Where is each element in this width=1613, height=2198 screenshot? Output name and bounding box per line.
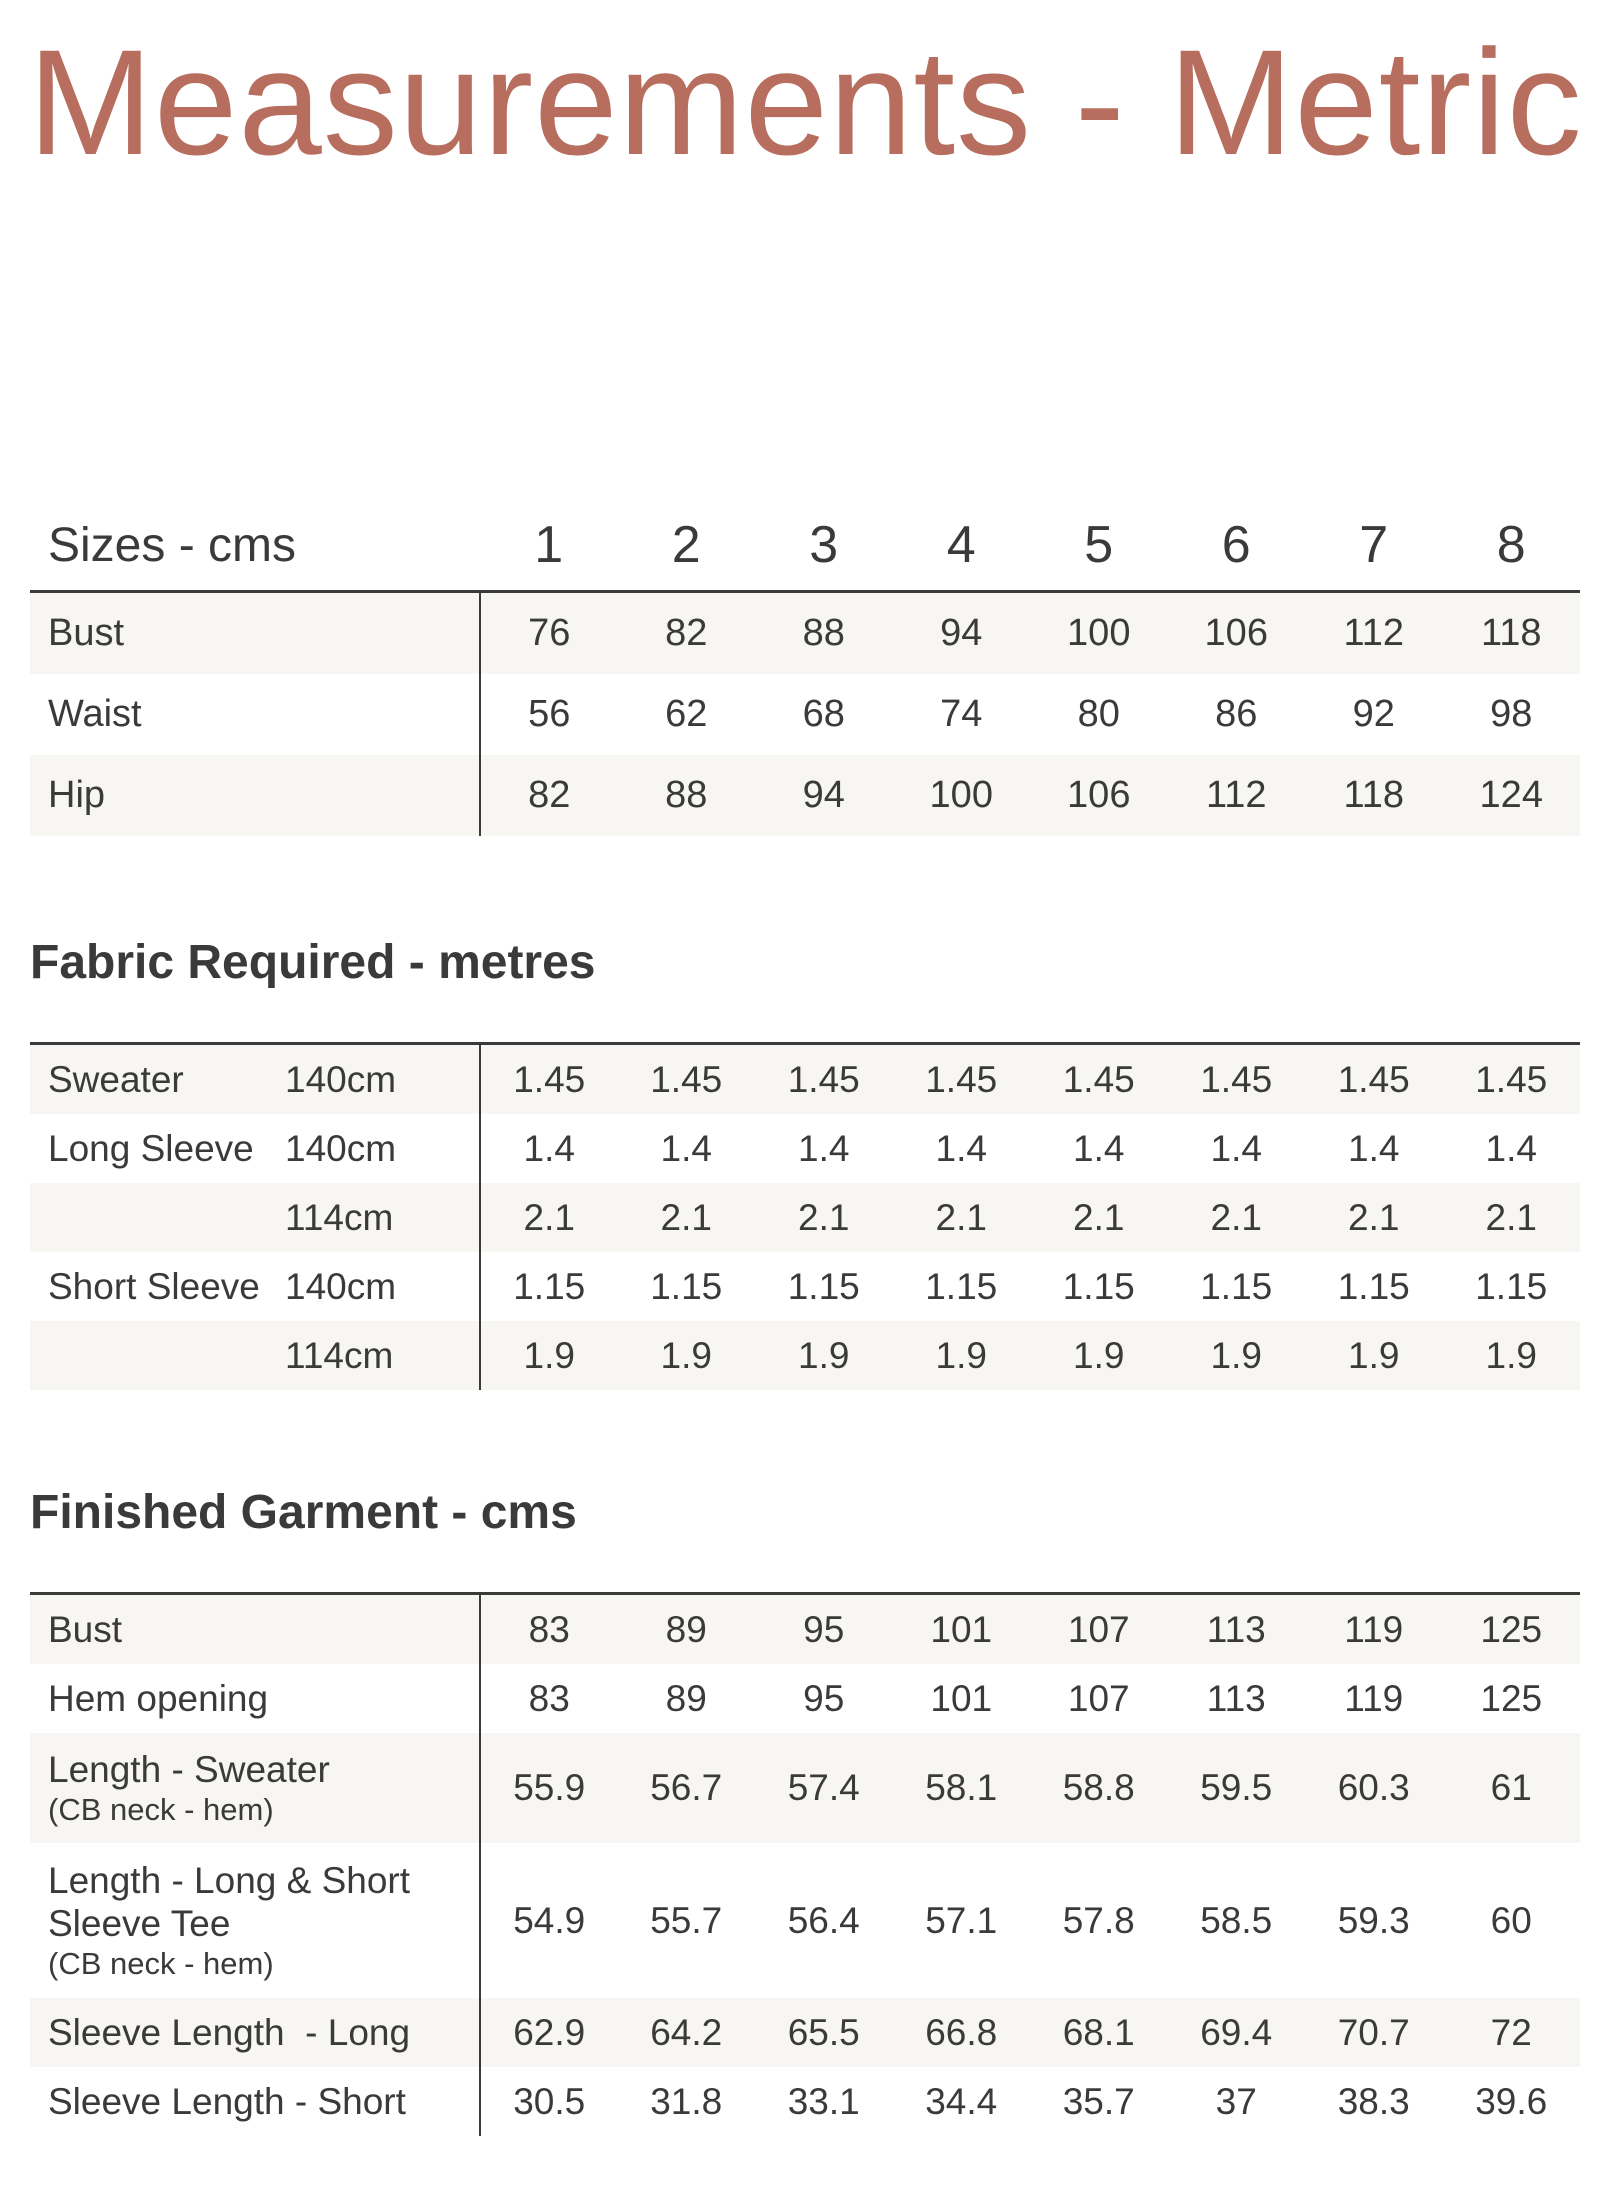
table-cell: 1.45: [1443, 1044, 1581, 1115]
table-cell: 80: [1077, 693, 1120, 735]
table-cell: 1.15: [787, 1265, 860, 1307]
table-cell: 1.9: [1443, 1321, 1581, 1390]
table-cell: 94: [755, 755, 893, 836]
row-label: Long Sleeve: [48, 1127, 254, 1169]
table-cell: 89: [618, 1594, 756, 1665]
table-cell: 1.15: [1200, 1265, 1273, 1307]
table-cell: 33.1: [787, 2080, 860, 2122]
table-cell: 1.9: [618, 1321, 756, 1390]
table-cell: 2.1: [1305, 1183, 1443, 1252]
table-cell: 125: [1480, 1677, 1543, 1719]
size-column-header: 3: [755, 500, 893, 592]
table-cell: 2.1: [480, 1183, 618, 1252]
row-label: Hem opening: [30, 1664, 480, 1733]
table-cell: 62: [665, 693, 708, 735]
row-label-main: Length - Sweater: [48, 1748, 330, 1790]
fabric-width: 140cm: [285, 1044, 480, 1115]
row-label: [30, 1733, 480, 1843]
table-cell: 38.3: [1337, 2080, 1410, 2122]
table-cell: 1.9: [1305, 1321, 1443, 1390]
table-cell: 118: [1443, 592, 1581, 675]
sizes-header-row: [30, 500, 1580, 592]
row-label: Hip: [30, 755, 480, 836]
size-column-header: 6: [1168, 500, 1306, 592]
table-cell: 56: [528, 693, 571, 735]
table-cell: 1.4: [1485, 1127, 1537, 1169]
table-cell: 94: [893, 592, 1031, 675]
size-column-header: 5: [1030, 500, 1168, 592]
table-cell: 76: [480, 592, 618, 675]
row-label: Sweater: [30, 1044, 285, 1115]
table-cell: 59.5: [1168, 1733, 1306, 1843]
table-cell: 100: [893, 755, 1031, 836]
table-cell: 83: [528, 1677, 570, 1719]
table-cell: 1.9: [1168, 1321, 1306, 1390]
table-cell: 1.15: [925, 1265, 998, 1307]
table-cell: 1.4: [1348, 1127, 1400, 1169]
table-row: [30, 1733, 1580, 1843]
row-label: Waist: [30, 674, 480, 755]
table-cell: 2.1: [1443, 1183, 1581, 1252]
table-cell: 1.4: [798, 1127, 850, 1169]
table-cell: 66.8: [893, 1998, 1031, 2067]
table-cell: 1.4: [1073, 1127, 1125, 1169]
table-cell: 86: [1215, 693, 1258, 735]
table-cell: 106: [1030, 755, 1168, 836]
table-cell: 101: [930, 1677, 993, 1719]
table-cell: 82: [618, 592, 756, 675]
table-cell: 92: [1352, 693, 1395, 735]
table-cell: 98: [1490, 693, 1533, 735]
table-cell: 1.9: [480, 1321, 618, 1390]
table-cell: 118: [1305, 755, 1443, 836]
table-cell: 57.8: [1062, 1899, 1135, 1941]
table-cell: 68: [802, 693, 845, 735]
table-cell: 1.15: [1475, 1265, 1548, 1307]
table-cell: 2.1: [1030, 1183, 1168, 1252]
table-row: [30, 1252, 1580, 1321]
finished-table: [30, 1592, 1580, 2136]
table-cell: 72: [1443, 1998, 1581, 2067]
table-row: [30, 592, 1580, 675]
table-cell: 58.1: [893, 1733, 1031, 1843]
fabric-width: 114cm: [285, 1183, 480, 1252]
table-cell: 1.15: [650, 1265, 723, 1307]
table-cell: 1.4: [523, 1127, 575, 1169]
table-cell: 69.4: [1168, 1998, 1306, 2067]
table-cell: 83: [480, 1594, 618, 1665]
table-cell: 55.7: [650, 1899, 723, 1941]
table-cell: 101: [893, 1594, 1031, 1665]
table-cell: 68.1: [1030, 1998, 1168, 2067]
row-label: [30, 1321, 285, 1390]
table-cell: 57.1: [925, 1899, 998, 1941]
table-row: [30, 1998, 1580, 2067]
table-cell: 59.3: [1337, 1899, 1410, 1941]
table-cell: 119: [1305, 1594, 1443, 1665]
table-cell: 57.4: [755, 1733, 893, 1843]
row-label: Bust: [30, 592, 480, 675]
row-label-sub: (CB neck - hem): [48, 1791, 274, 1827]
table-cell: 113: [1168, 1594, 1306, 1665]
finished-heading: Finished Garment - cms: [30, 1486, 577, 1539]
table-cell: 124: [1443, 755, 1581, 836]
table-cell: 2.1: [618, 1183, 756, 1252]
table-cell: 1.45: [755, 1044, 893, 1115]
table-cell: 2.1: [893, 1183, 1031, 1252]
table-cell: 60: [1490, 1899, 1532, 1941]
table-row: [30, 1321, 1580, 1390]
table-cell: 1.45: [1030, 1044, 1168, 1115]
table-cell: 107: [1030, 1594, 1168, 1665]
table-cell: 82: [480, 755, 618, 836]
table-cell: 54.9: [513, 1899, 586, 1941]
table-cell: 1.45: [618, 1044, 756, 1115]
table-cell: 1.45: [1168, 1044, 1306, 1115]
row-label: [30, 1183, 285, 1252]
size-column-header: 2: [618, 500, 756, 592]
table-cell: 64.2: [618, 1998, 756, 2067]
row-label: Short Sleeve: [48, 1265, 260, 1307]
table-row: [30, 1664, 1580, 1733]
table-cell: 100: [1030, 592, 1168, 675]
row-label: Sleeve Length - Long: [30, 1998, 480, 2067]
fabric-width: 140cm: [285, 1252, 480, 1321]
table-row: [30, 674, 1580, 755]
table-cell: 30.5: [513, 2080, 586, 2122]
table-cell: 31.8: [650, 2080, 723, 2122]
table-cell: 58.5: [1200, 1899, 1273, 1941]
page-title: Measurements - Metric: [28, 18, 1583, 186]
table-cell: 1.45: [893, 1044, 1031, 1115]
table-cell: 37: [1215, 2080, 1257, 2122]
table-cell: 1.45: [480, 1044, 618, 1115]
table-cell: 2.1: [1168, 1183, 1306, 1252]
sizes-table: [30, 500, 1580, 836]
sizes-header-label: Sizes - cms: [30, 500, 480, 592]
row-label-main: Length - Long & Short Sleeve Tee: [48, 1859, 411, 1945]
table-cell: 1.9: [893, 1321, 1031, 1390]
row-label: Bust: [30, 1594, 480, 1665]
table-cell: 1.9: [755, 1321, 893, 1390]
table-cell: 1.4: [935, 1127, 987, 1169]
table-cell: 1.15: [513, 1265, 586, 1307]
table-cell: 95: [803, 1677, 845, 1719]
table-cell: 125: [1443, 1594, 1581, 1665]
table-cell: 88: [755, 592, 893, 675]
table-cell: 1.9: [1030, 1321, 1168, 1390]
size-column-header: 8: [1443, 500, 1581, 592]
table-row: [30, 2067, 1580, 2136]
table-cell: 88: [618, 755, 756, 836]
fabric-width: 114cm: [285, 1321, 480, 1390]
table-cell: 89: [665, 1677, 707, 1719]
row-label: [30, 1843, 480, 1998]
size-column-header: 7: [1305, 500, 1443, 592]
table-cell: 119: [1344, 1677, 1404, 1719]
table-cell: 1.4: [1210, 1127, 1262, 1169]
table-cell: 35.7: [1062, 2080, 1135, 2122]
table-cell: 58.8: [1030, 1733, 1168, 1843]
table-row: [30, 1183, 1580, 1252]
table-cell: 56.4: [787, 1899, 860, 1941]
table-cell: 106: [1168, 592, 1306, 675]
table-cell: 1.45: [1305, 1044, 1443, 1115]
table-cell: 34.4: [925, 2080, 998, 2122]
table-cell: 62.9: [480, 1998, 618, 2067]
fabric-heading: Fabric Required - metres: [30, 936, 596, 989]
table-cell: 39.6: [1475, 2080, 1548, 2122]
size-column-header: 1: [480, 500, 618, 592]
table-cell: 1.4: [660, 1127, 712, 1169]
table-cell: 107: [1067, 1677, 1130, 1719]
table-cell: 1.15: [1062, 1265, 1135, 1307]
row-label-sub: (CB neck - hem): [48, 1945, 274, 1981]
fabric-table: [30, 1042, 1580, 1390]
table-row: [30, 1843, 1580, 1998]
size-column-header: 4: [893, 500, 1031, 592]
table-row: [30, 1114, 1580, 1183]
table-cell: 113: [1206, 1677, 1266, 1719]
table-cell: 2.1: [755, 1183, 893, 1252]
fabric-width: 140cm: [285, 1114, 480, 1183]
table-cell: 55.9: [480, 1733, 618, 1843]
table-cell: 74: [940, 693, 983, 735]
table-cell: 1.15: [1337, 1265, 1410, 1307]
table-cell: 95: [755, 1594, 893, 1665]
row-label: Sleeve Length - Short: [30, 2067, 480, 2136]
table-cell: 70.7: [1305, 1998, 1443, 2067]
table-cell: 112: [1305, 592, 1443, 675]
table-cell: 112: [1168, 755, 1306, 836]
table-row: [30, 755, 1580, 836]
table-cell: 65.5: [755, 1998, 893, 2067]
table-row: [30, 1594, 1580, 1665]
table-cell: 56.7: [618, 1733, 756, 1843]
table-row: [30, 1044, 1580, 1115]
table-cell: 60.3: [1305, 1733, 1443, 1843]
table-cell: 61: [1443, 1733, 1581, 1843]
